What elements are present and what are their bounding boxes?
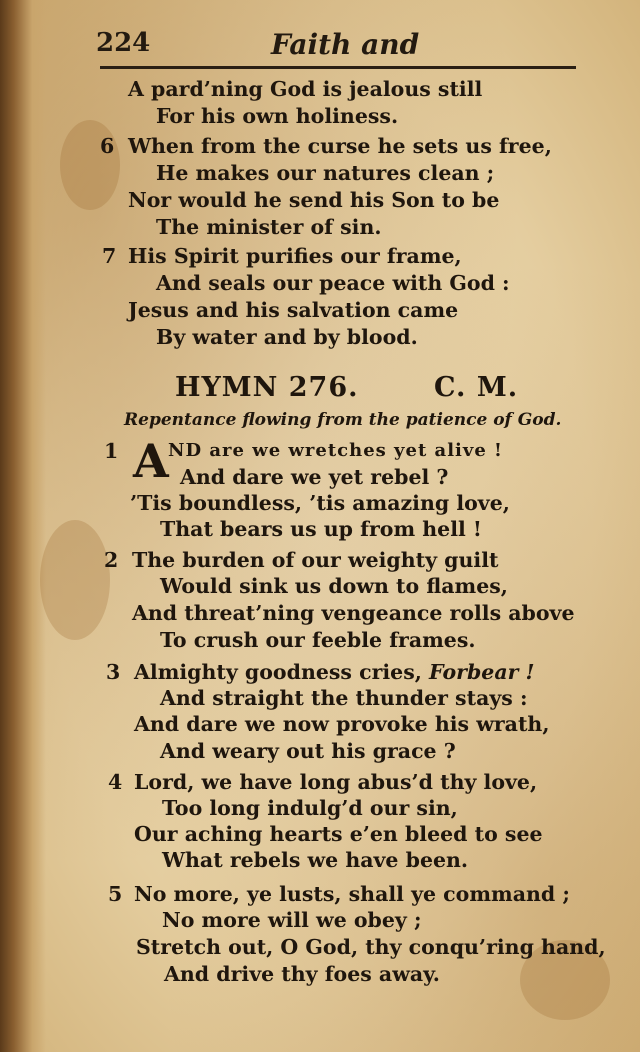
verse-line: The burden of our weighty guilt — [132, 548, 499, 572]
verse-line: His Spirit purifies our frame, — [128, 244, 462, 268]
verse-number: 5 — [108, 882, 123, 906]
running-title: Faith and — [271, 28, 420, 61]
hymn-meter: C. M. — [434, 372, 519, 403]
verse-line: And straight the thunder stays : — [160, 686, 528, 710]
verse-line: He makes our natures clean ; — [156, 161, 495, 185]
verse-line: For his own holiness. — [156, 104, 399, 128]
verse-line: That bears us up from hell ! — [160, 517, 482, 541]
verse-line: And weary out his grace ? — [160, 739, 456, 763]
verse-line: Our aching hearts e’en bleed to see — [134, 822, 543, 846]
hymn-title: HYMN 276. — [175, 372, 359, 403]
verse-number: 7 — [102, 244, 117, 268]
verse-number: 4 — [108, 770, 123, 794]
verse-line: Stretch out, O God, thy conqu’ring hand, — [136, 935, 606, 959]
verse-line: ’Tis boundless, ’tis amazing love, — [130, 491, 510, 515]
verse-line-italic: Forbear ! — [429, 660, 535, 684]
verse-number: 2 — [104, 548, 119, 572]
verse-number: 3 — [106, 660, 121, 684]
verse-line: And seals our peace with God : — [156, 271, 510, 295]
drop-cap: A — [133, 434, 169, 488]
binding-edge — [0, 0, 46, 1052]
verse-line-text: Almighty goodness cries, — [134, 660, 430, 684]
verse-line: No more, ye lusts, shall ye command ; — [134, 882, 570, 906]
verse-line — [134, 659, 535, 685]
verse-line: ND are we wretches yet alive ! — [168, 440, 503, 461]
verse-line: And drive thy foes away. — [164, 962, 440, 986]
verse-line: No more will we obey ; — [162, 908, 422, 932]
verse-line: Would sink us down to flames, — [160, 574, 508, 598]
stain — [40, 520, 110, 640]
header-rule — [100, 66, 576, 69]
verse-line: To crush our feeble frames. — [160, 628, 476, 652]
verse-number: 1 — [104, 439, 119, 463]
verse-line: When from the curse he sets us free, — [128, 134, 552, 158]
verse-number: 6 — [100, 134, 115, 158]
hymn-subtitle: Repentance flowing from the patience of God. — [124, 410, 562, 430]
page-number: 224 — [96, 28, 151, 58]
verse-line: And dare we now provoke his wrath, — [134, 712, 550, 736]
verse-line: Jesus and his salvation came — [128, 298, 459, 322]
verse-line: A pard’ning God is jealous still — [128, 77, 483, 101]
verse-line: What rebels we have been. — [162, 848, 469, 872]
running-head — [96, 28, 576, 64]
verse-line: And dare we yet rebel ? — [180, 465, 449, 489]
verse-line: By water and by blood. — [156, 325, 418, 349]
verse-line: Lord, we have long abus’d thy love, — [134, 770, 538, 794]
verse-line: Too long indulg’d our sin, — [162, 796, 458, 820]
verse-line: Nor would he send his Son to be — [128, 188, 500, 212]
verse-line: The minister of sin. — [156, 215, 382, 239]
verse-line: And threat’ning vengeance rolls above — [132, 601, 575, 625]
